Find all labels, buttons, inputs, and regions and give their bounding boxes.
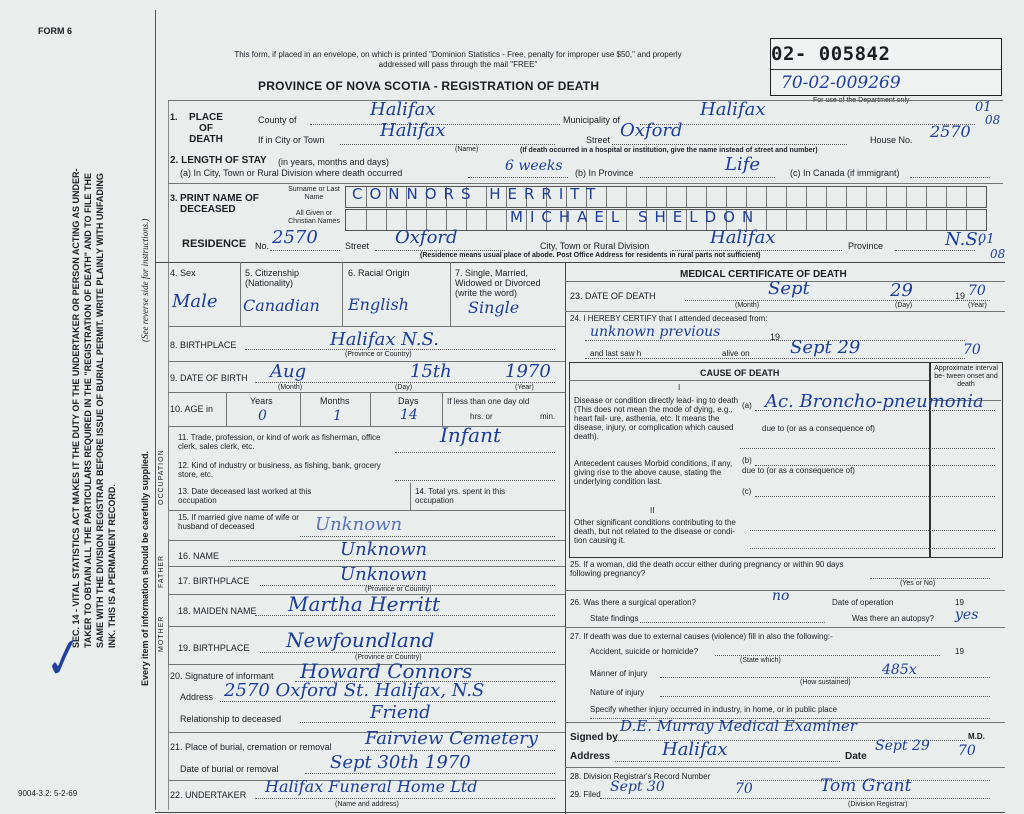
sign-date: Sept 29 [875,738,930,754]
given-names-label: All Given or Christian Names [288,210,340,225]
last-worked-label: 13. Date deceased last worked at this occupation [178,487,312,505]
hospital-note: (If death occurred in a hospital or institution, give the name instead of street and number) [520,147,818,154]
manner-label: Manner of injury [590,669,648,678]
age-days: 14 [400,407,418,423]
stay-city-label: (a) In City, Town or Rural Division where death occurred [180,168,403,178]
registration-number-box [770,38,1002,96]
accident-year-prefix: 19 [955,647,964,656]
given-names-value: MICHAEL SHELDON [510,208,761,226]
hrs-label: hrs. or [470,412,493,421]
stay-province-value: Life [725,154,761,175]
surname-label: Surname or Last Name [288,186,340,201]
dob-month-hint: (Month) [278,384,303,391]
stay-city-value: 6 weeks [505,158,563,174]
yes-no-hint: (Yes or No) [900,580,936,587]
other-conditions-label: Other significant conditions contributing to the death, but not related to the disease or condi- tion causing it. [574,518,736,545]
physician-address: Halifax [662,739,728,760]
father-name-value: Unknown [340,539,428,560]
accident-label: Accident, suicide or homicide? [590,647,699,656]
residence-note: (Residence means usual place of abode. Post Office Address for residents in rural parts not sufficient) [420,252,761,259]
manner-hint: (How sustained) [800,679,851,686]
death-day-hint: (Day) [895,302,913,309]
mother-birthplace-label: 19. BIRTHPLACE [178,643,250,653]
informant-address-label: Address [180,692,214,702]
registration-number: 02- 005842 [771,43,891,65]
operation-year-prefix: 19 [955,598,964,607]
residence-no-label: No. [255,241,270,251]
due-to-label-2: due to (or as a consequence of) [742,466,855,475]
informant-label: 20. Signature of informant [170,671,274,681]
age-days-label: Days [398,396,419,406]
birthplace-label: 8. BIRTHPLACE [170,340,237,350]
death-year-hint: (Year) [968,302,987,309]
municipality-label: Municipality of [563,115,621,125]
citizenship-label: 5. Citizenship (Nationality) [245,268,300,288]
street-value: Oxford [620,120,683,141]
margin-code-4: 08 [990,247,1006,261]
certify-label: 24. I HEREBY CERTIFY that I attended deceased from: [570,314,768,323]
spouse-label: 15. If married give name of wife or husband of deceased [178,513,299,531]
sex-label: 4. Sex [170,268,196,278]
dob-year: 1970 [505,361,551,382]
cause-a-label: (a) [742,401,752,410]
vital-statistics-act-notice: SEC. 14 - VITAL STATISTICS ACT MAKES IT THE DUTY OF THE UNDERTAKER OR PERSON ACTING AS UNDER- TAKER TO OBTAIN ALL THE PARTICULARS REQUIRED IN THE "REGISTRATION OF DEATH" AND TO FILE THE SAME WITH THE DIVISION REGISTRAR BEFORE ISSUE OF BURIAL PERMIT. WRITE PLAINLY WITH UNFADING INK. THIS IS A PERMANENT RECORD. [71,168,117,648]
manner-value: 485x [882,662,917,678]
filed-label: 29. Filed [570,790,601,799]
spouse-value: Unknown [315,514,403,535]
due-to-label-1: due to (or as a consequence of) [762,424,875,433]
postal-notice: This form, if placed in an envelope, on which is printed "Dominion Statistics - Free, penalty for improper use $50," and properly addressed will pass through the mail "FREE" [234,50,682,69]
attended-from-value: unknown previous [590,324,721,340]
operation-date-label: Date of operation [832,598,894,607]
burial-date-value: Sept 30th 1970 [330,752,471,773]
dob-day-hint: (Day) [395,384,413,391]
alive-year-value: 70 [963,342,981,358]
age-label: 10. AGE in [170,404,214,414]
county-label: County of [258,115,297,125]
residence-no-value: 2570 [272,227,318,248]
department-use-note: For use of the Department only [813,97,910,104]
stay-canada-label: (c) In Canada (if immigrant) [790,168,900,178]
burial-date-label: Date of burial or removal [180,764,279,774]
county-value: Halifax [370,99,436,120]
dob-label: 9. DATE OF BIRTH [170,373,248,383]
cause-part-1-label: I [678,383,681,392]
death-date-label: 23. DATE OF DEATH [570,291,656,301]
cause-c-label: (c) [742,487,752,496]
autopsy-label: Was there an autopsy? [852,614,934,623]
mother-birthplace-hint: (Province or Country) [355,654,422,661]
undertaker-value: Halifax Funeral Home Ltd [265,777,478,796]
informant-signature: Howard Connors [300,659,473,683]
cause-of-death-header: CAUSE OF DEATH [700,368,780,378]
physician-address-label: Address [570,751,611,762]
last-saw-label: and last saw h [590,349,642,358]
residence-province-label: Province [848,241,884,251]
margin-code-1: 01 [975,100,992,115]
dob-month: Aug [270,361,307,382]
record-number-label: 28. Division Registrar's Record Number [570,772,711,781]
dob-day: 15th [410,361,452,382]
city-label: If in City or Town [258,135,325,145]
house-value: 2570 [930,122,971,141]
alive-on-label: alive on [722,349,750,358]
burial-place-value: Fairview Cemetery [365,728,538,749]
total-years-label: 14. Total yrs. spent in this occupation [415,487,506,505]
marital-status-value: Single [468,298,520,317]
industry-label: 12. Kind of industry or business, as fishing, bank, grocery store, etc. [178,461,381,479]
external-causes-label: 27. If death was due to external causes (violence) fill in also the following:- [570,632,833,641]
marital-status-label: 7. Single, Married, Widowed or Divorced (write the word) [455,268,541,298]
trade-value: Infant [440,423,502,447]
pregnancy-question: 25. If a woman, did the death occur either during pregnancy or within 90 days following pregnancy? [570,560,844,578]
margin-code-2: 08 [985,113,1001,127]
father-side-label: FATHER [158,554,165,588]
residence-city-value: Halifax [710,227,776,248]
signed-by-label: Signed by [570,732,618,743]
residence-province-value: N.S. [945,229,983,250]
physician-signature: D.E. Murray Medical Examiner [620,717,857,735]
age-years: 0 [258,408,267,424]
autopsy-value: yes [955,607,979,623]
antecedent-label: Antecedent causes Morbid conditions, if any, giving rise to the above cause, stating the underlying condition last. [574,459,733,486]
residence-street-label: Street [345,241,370,251]
nature-label: Nature of injury [590,688,645,697]
informant-address: 2570 Oxford St. Halifax, N.S [224,680,485,701]
father-birthplace-hint: (Province or Country) [365,586,432,593]
registrar-hint: (Division Registrar) [848,801,908,808]
direct-cause-label: Disease or condition directly lead- ing to death (This does not mean the mode of dying, e.g., heart fail- ure, asthenia, etc. It means the disease, injury, or complication which caused death). [574,396,739,441]
father-birthplace-label: 17. BIRTHPLACE [178,576,250,586]
reverse-side-note: (See reverse side for instructions.) [140,218,150,342]
death-day: 29 [890,280,913,301]
form-number: FORM 6 [38,26,73,36]
birthplace-hint: (Province or Country) [345,351,412,358]
cause-b-label: (b) [742,456,752,465]
mother-side-label: MOTHER [158,615,165,652]
city-value: Halifax [380,120,446,141]
death-year-prefix: 19 [955,291,966,301]
dob-year-hint: (Year) [515,384,534,391]
department-number: 70-02-009269 [781,73,901,93]
md-label: M.D. [968,732,985,741]
residence-label: RESIDENCE [182,238,247,250]
birthplace-value: Halifax N.S. [330,329,439,350]
accident-hint: (State which) [740,657,781,664]
racial-origin-value: English [348,295,409,314]
form-code: 9004-3.2: 5-2-69 [18,789,78,798]
findings-label: State findings [590,614,639,623]
print-name-label: PRINT NAME OF DECEASED [180,193,259,215]
mother-birthplace-value: Newfoundland [286,628,435,652]
stay-province-label: (b) In Province [575,168,634,178]
father-birthplace-value: Unknown [340,564,428,585]
sex-value: Male [172,291,218,312]
burial-place-label: 21. Place of burial, cremation or removal [170,742,332,752]
death-month: Sept [768,278,810,299]
cause-a-value: Ac. Broncho-pneumonia [765,391,984,412]
place-of-death-label: PLACE OF DEATH [189,112,223,145]
surgery-question: 26. Was there a surgical operation? [570,598,696,607]
attended-year-prefix: 19 [770,332,781,342]
death-year: 70 [968,283,986,299]
cause-part-2-label: II [650,506,655,515]
undertaker-label: 22. UNDERTAKER [170,790,247,800]
margin-checkmark: ✓ [31,626,89,694]
relationship-value: Friend [370,702,431,723]
surname-value: CONNORS HERRITT [352,185,603,203]
interval-header: Approximate interval be- tween onset and death [934,365,998,388]
street-label: Street [586,135,611,145]
filed-year: 70 [735,781,753,797]
medical-certificate-header: MEDICAL CERTIFICATE OF DEATH [680,269,847,280]
age-months-label: Months [320,396,350,406]
specify-label: Specify whether injury occurred in industry, in home, or in public place [590,705,838,714]
relationship-label: Relationship to deceased [180,714,282,724]
citizenship-value: Canadian [243,296,320,315]
filed-value: Sept 30 [610,779,665,795]
mother-maiden-label: 18. MAIDEN NAME [178,606,257,616]
trade-label: 11. Trade, profession, or kind of work as fisherman, office clerk, sales clerk, etc. [178,433,381,451]
occupation-side-label: OCCUPATION [158,449,165,505]
undertaker-hint: (Name and address) [335,801,399,808]
length-of-stay-label: 2. LENGTH OF STAY [170,155,267,166]
margin-code-3: 01 [978,232,995,247]
death-month-hint: (Month) [735,302,760,309]
father-name-label: 16. NAME [178,551,220,561]
sign-year: 70 [958,743,976,759]
registrar-signature: Tom Grant [820,776,912,796]
min-label: min. [540,412,556,421]
name-label-num: 3. [170,193,178,203]
municipality-value: Halifax [700,99,766,120]
sign-date-label: Date [845,751,867,762]
city-name-hint: (Name) [455,146,479,153]
place-label-num: 1. [170,112,178,122]
alive-date-value: Sept 29 [790,337,861,358]
residence-city-label: City, Town or Rural Division [540,241,650,251]
racial-origin-label: 6. Racial Origin [348,268,410,278]
residence-street-value: Oxford [395,227,458,248]
length-of-stay-hint: (in years, months and days) [278,157,390,167]
supply-carefully-note: Every item of information should be carefully supplied. [140,450,150,686]
less-than-day-label: If less than one day old [447,397,530,406]
mother-maiden-value: Martha Herritt [288,592,441,616]
age-months: 1 [333,408,342,424]
surgery-value: no [772,588,790,604]
form-title: PROVINCE OF NOVA SCOTIA - REGISTRATION OF DEATH [258,79,600,93]
house-label: House No. [870,135,913,145]
age-years-label: Years [250,396,273,406]
